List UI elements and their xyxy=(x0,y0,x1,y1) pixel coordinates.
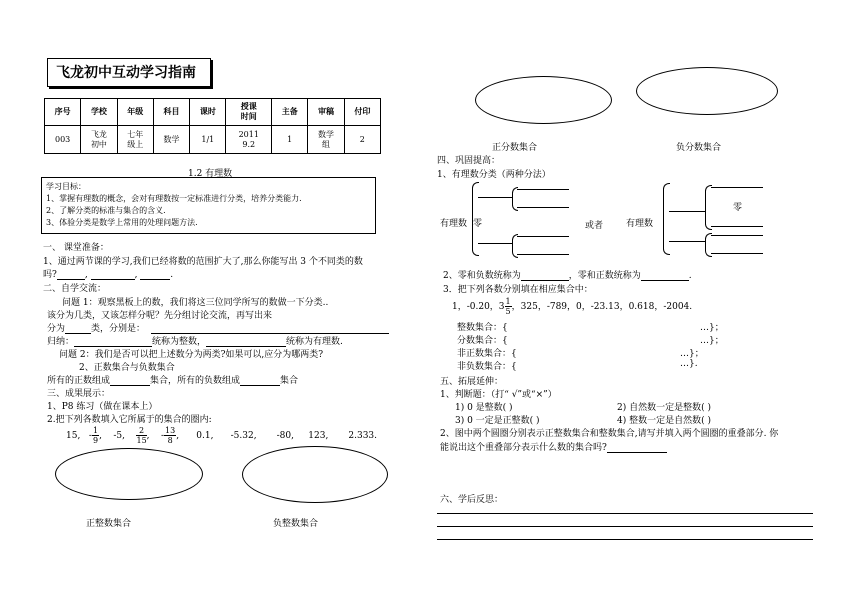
info-header-cell: 科目 xyxy=(153,99,189,126)
mixed-fraction xyxy=(505,297,512,316)
page-title: 飞龙初中互动学习指南 xyxy=(47,58,211,87)
blank-overlap-answer[interactable] xyxy=(607,443,667,453)
number-comma: , xyxy=(99,431,102,441)
fraction-numerator: 1 xyxy=(92,426,99,435)
exercise-3-title: 3．把下列各数分别填在相应集合中： xyxy=(443,285,593,295)
goal-item: 3、体验分类是数学上常用的处理问题方法. xyxy=(46,218,198,227)
fraction-numerator: 1 xyxy=(505,297,511,306)
info-value-cell: 七年 级上 xyxy=(117,126,153,154)
number-item: -80, xyxy=(276,431,294,441)
info-header-cell: 年级 xyxy=(117,99,153,126)
judgement-2: 2) 自然数一定是整数( ) xyxy=(617,403,711,413)
circle-overlap-question: 2、图中两个圆圈分别表示正整数集合和整数集合,请写并填入两个圆圈的重叠部分. 你 xyxy=(440,429,779,439)
judgement-1: 1) 0 是整数( ) xyxy=(455,403,513,413)
goal-item: 2、了解分类的标准与集合的含义. xyxy=(46,206,166,215)
goals-heading: 学习目标： xyxy=(46,182,86,191)
positive-fraction-set-label: 正分数集合 xyxy=(492,143,538,153)
number-item: 2.333. xyxy=(348,431,378,441)
negative-fraction-set-label: 负分数集合 xyxy=(676,143,722,153)
summary-prefix: 归纳： xyxy=(47,337,75,347)
zero-negative-line xyxy=(443,268,692,281)
question-1-text-2: 该分为几类，又该怎样分呢？先分组讨论交流，再写出来 xyxy=(47,311,273,321)
branch-line xyxy=(669,211,705,212)
nonpositive-set-close: …}； xyxy=(680,349,704,359)
pos-neg-set-line xyxy=(47,373,298,386)
info-header-cell: 序号 xyxy=(45,99,81,126)
fraction xyxy=(164,426,176,445)
lesson-title: 1.2 有理数 xyxy=(188,169,233,179)
or-label: 或者 xyxy=(585,221,604,231)
info-table-header-row xyxy=(45,99,381,126)
classification-heading: 1、有理数分类（两种分法） xyxy=(437,170,551,180)
nonpositive-set-label: 非正数集合：{ xyxy=(457,349,517,359)
positive-integer-set-circle[interactable] xyxy=(55,448,203,500)
summary-line xyxy=(47,334,343,347)
fraction-denominator: 8 xyxy=(167,436,173,445)
judgement-4: 4) 整数一定是自然数( ) xyxy=(617,416,711,426)
section-5-title: 五、拓展延伸： xyxy=(440,377,504,387)
overlap-question-text: 能说出这个重叠部分表示什么数的集合吗? xyxy=(440,443,607,453)
reflection-line[interactable] xyxy=(437,513,813,514)
info-header-cell: 主备 xyxy=(272,99,308,126)
fraction xyxy=(92,426,99,445)
set-suffix: 集合 xyxy=(280,376,299,386)
integer-set-close: …}； xyxy=(700,323,724,333)
answer-line[interactable] xyxy=(711,226,763,227)
learning-goals-box xyxy=(41,177,376,234)
answer-line[interactable] xyxy=(711,187,763,188)
period: . xyxy=(688,271,692,281)
number-item: -5, xyxy=(113,431,126,441)
positive-fraction-set-circle[interactable] xyxy=(475,76,612,124)
info-value-cell: 2011 9.2 xyxy=(226,126,272,154)
section-1-title: 一、 课堂准备： xyxy=(43,243,109,253)
blank-classes[interactable] xyxy=(65,324,91,334)
answer-line[interactable] xyxy=(517,236,569,237)
answer-prefix: 吗? xyxy=(43,270,57,280)
section-3-title: 三、成果展示： xyxy=(47,389,111,399)
blank-classes-list[interactable] xyxy=(151,324,389,334)
exercise-2: 2.把下列各数填入它所属于的集合的圈内: xyxy=(47,415,212,425)
answer-line[interactable] xyxy=(517,207,569,208)
number-sign: - xyxy=(161,431,165,441)
answer-line[interactable] xyxy=(517,189,569,190)
number-list xyxy=(66,426,377,445)
outer-brace xyxy=(472,182,479,256)
neg-set-prefix: 集合，所有的负数组成 xyxy=(150,376,241,386)
branch-line xyxy=(478,197,512,198)
question-1-text: 问题 1：观察黑板上的数，我们将这三位同学所写的数做一下分类.. xyxy=(62,298,329,308)
rational-label: 有理数 xyxy=(440,219,468,229)
info-header-cell: 付印 xyxy=(344,99,380,126)
info-table xyxy=(44,98,381,154)
section-6-title: 六、学后反思： xyxy=(440,495,504,505)
number-item: 123, xyxy=(308,431,329,441)
classify-suffix: 类，分别是： xyxy=(91,324,146,334)
numbers-part-b: ，325，-789，0，-23.13，0.618，-2004. xyxy=(511,302,693,312)
exercise-3-numbers xyxy=(452,297,692,316)
outer-brace xyxy=(663,183,670,255)
info-value-cell: 数学 xyxy=(153,126,189,154)
branch-line xyxy=(478,243,512,244)
fraction xyxy=(136,426,146,445)
reflection-line[interactable] xyxy=(437,526,813,527)
blank-1[interactable] xyxy=(57,270,85,280)
info-value-cell: 1/1 xyxy=(190,126,226,154)
pos-set-prefix: 所有的正数组成 xyxy=(47,376,111,386)
number-item: 15, xyxy=(66,431,81,441)
positive-integer-set-label: 正整数集合 xyxy=(86,519,132,529)
question-2-text: 问题 2：我们是否可以把上述数分为两类?如果可以,应分为哪两类? xyxy=(59,350,324,360)
zero-label: 零 xyxy=(473,219,483,229)
blank-positive-set[interactable] xyxy=(110,376,150,386)
subsection-pos-neg-sets: 2、正数集合与负数集合 xyxy=(79,363,175,373)
number-sign: - xyxy=(88,431,92,441)
zero-neg-prefix: 2、零和负数统称为 xyxy=(443,271,521,281)
info-header-cell: 课时 xyxy=(190,99,226,126)
zero-pos-prefix: ，零和正数统称为 xyxy=(568,271,641,281)
answer-line[interactable] xyxy=(711,235,763,236)
negative-integer-set-circle[interactable] xyxy=(242,446,388,503)
negative-fraction-set-circle[interactable] xyxy=(636,67,778,115)
info-value-cell: 飞龙 初中 xyxy=(81,126,117,154)
fraction-numerator: 2 xyxy=(136,426,146,436)
judgement-heading: 1、判断题：（打“ √”或“×”） xyxy=(440,390,557,400)
info-table-value-row xyxy=(45,126,381,154)
summary-suffix: 统称为有理数. xyxy=(286,337,343,347)
fraction-denominator: 15 xyxy=(136,436,147,445)
nonnegative-set-label: 非负数集合：{ xyxy=(457,362,517,372)
fraction-set-label: 分数集合：{ xyxy=(457,336,508,346)
judgement-3: 3) 0 一定是正整数( ) xyxy=(455,416,540,426)
blank-nonnegative[interactable] xyxy=(641,271,689,281)
info-header-cell: 审稿 xyxy=(308,99,344,126)
number-comma: , xyxy=(146,431,150,441)
fraction-numerator: 13 xyxy=(165,426,176,435)
blank-nonpositive[interactable] xyxy=(521,271,569,281)
goal-item: 1、掌握有理数的概念，会对有理数按一定标准进行分类，培养分类能力. xyxy=(46,194,302,203)
section-1-answer-line: 吗? , , . xyxy=(43,270,174,280)
number-item: -5.32, xyxy=(230,431,257,441)
info-header-cell: 学校 xyxy=(81,99,117,126)
inner-brace xyxy=(705,185,712,230)
section-2-title: 二、自学交流： xyxy=(43,284,107,294)
answer-line[interactable] xyxy=(517,254,569,255)
fraction-set-close: …}； xyxy=(700,336,724,346)
section-4-title: 四、巩固提高： xyxy=(437,156,501,166)
classify-prefix: 分为 xyxy=(47,324,66,334)
number-item: 0.1, xyxy=(196,431,214,441)
info-header-cell: 授课 时间 xyxy=(226,99,272,126)
fraction-denominator: 9 xyxy=(92,436,99,445)
blank-3[interactable] xyxy=(140,270,170,280)
info-value-cell: 数学 组 xyxy=(308,126,344,154)
exercise-1: 1、P8 练习（做在课本上） xyxy=(47,402,158,412)
number-comma: , xyxy=(176,431,180,441)
nonnegative-set-close: …}. xyxy=(680,359,698,369)
fraction-denominator: 5 xyxy=(505,307,511,316)
reflection-line[interactable] xyxy=(437,539,813,540)
info-value-cell: 2 xyxy=(344,126,380,154)
blank-negative-set[interactable] xyxy=(240,376,280,386)
info-value-cell: 1 xyxy=(272,126,308,154)
branch-line xyxy=(669,241,705,242)
zero-label-2: 零 xyxy=(733,203,743,213)
classify-line xyxy=(47,321,389,334)
section-1-question: 1、通过两节课的学习,我们已经将数的范围扩大了,那么你能写出 3 个不同类的数 xyxy=(43,257,363,267)
blank-integers[interactable] xyxy=(74,337,152,347)
integer-set-label: 整数集合：{ xyxy=(457,323,508,333)
blank-rationals[interactable] xyxy=(206,337,286,347)
answer-line[interactable] xyxy=(711,253,763,254)
numbers-part-a: 1，-0.20，3 xyxy=(452,302,505,312)
rational-number-label-2: 有理数 xyxy=(626,219,654,229)
circle-overlap-question-2 xyxy=(440,440,667,453)
negative-integer-set-label: 负整数集合 xyxy=(273,519,319,529)
summary-mid: 统称为整数， xyxy=(152,337,207,347)
blank-2[interactable] xyxy=(91,270,135,280)
info-value-cell: 003 xyxy=(45,126,81,154)
